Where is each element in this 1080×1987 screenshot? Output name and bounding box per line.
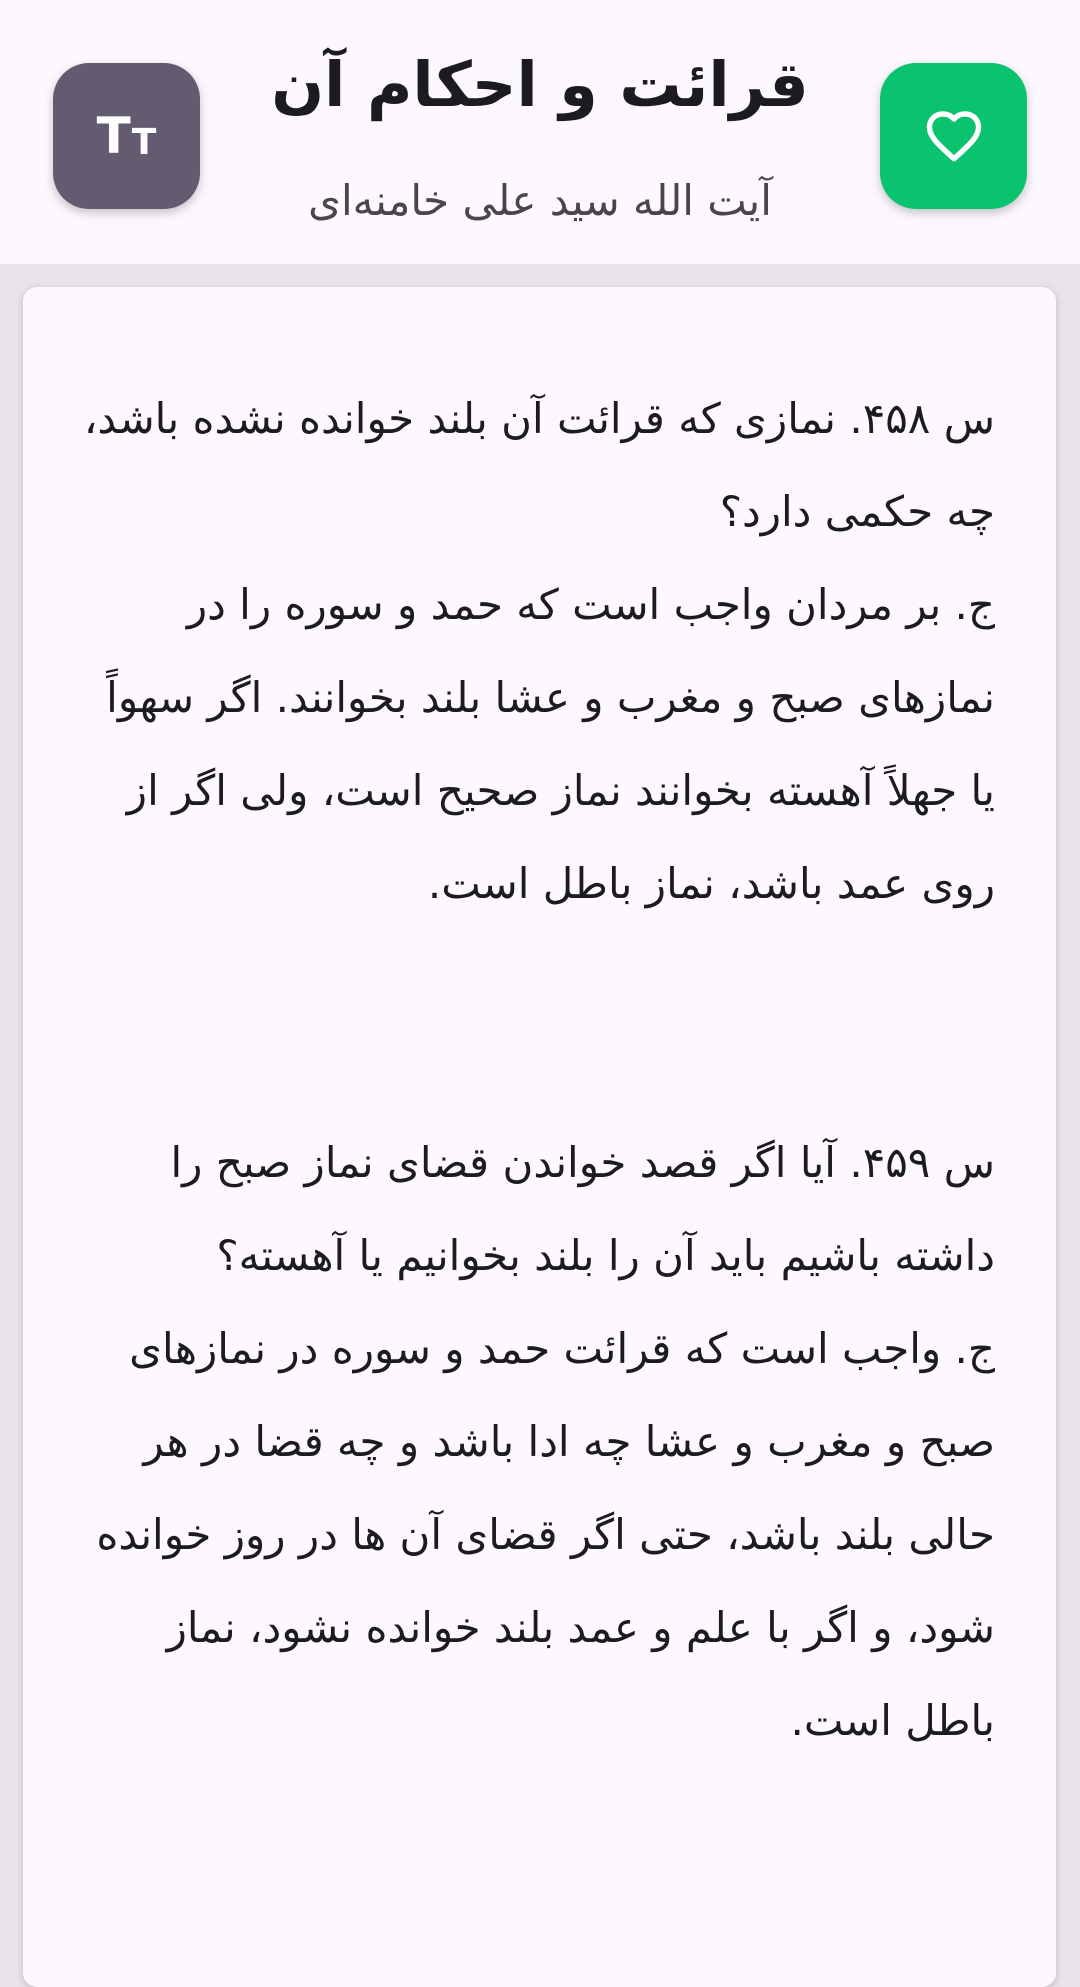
favorite-button[interactable] [880,63,1027,209]
section-spacer [83,930,995,1116]
text-size-icon: T T [96,107,157,165]
page-subtitle: آیت الله سید علی خامنه‌ای [308,176,772,225]
article-body [83,372,995,1767]
question-458: س ۴۵۸. نمازی که قرائت آن بلند خوانده نشده باشد، چه حکمی دارد؟ [83,394,995,536]
page-title: قرائت و احکام آن [271,48,809,121]
answer-459: ج. واجب است که قرائت حمد و سوره در نمازهای صبح و مغرب و عشا چه ادا باشد و چه قضا در هر حالی بلند باشد، حتی اگر قضای آن ها در روز خوانده شود، و اگر با علم و عمد بلند خوانده نشود، نماز باطل است. [96,1324,995,1745]
answer-458: ج. بر مردان واجب است که حمد و سوره را در نمازهای صبح و مغرب و عشا بلند بخوانند. اگر سهواً یا جهلاً آهسته بخوانند نماز صحیح است، ولی اگر از روی عمد باشد، نماز باطل است. [106,580,995,908]
question-459: س ۴۵۹. آیا اگر قصد خواندن قضای نماز صبح را داشته باشیم باید آن را بلند بخوانیم یا آهسته؟ [170,1138,995,1280]
app-header [0,0,1080,264]
heart-icon [924,109,984,163]
content-card [23,287,1056,1987]
